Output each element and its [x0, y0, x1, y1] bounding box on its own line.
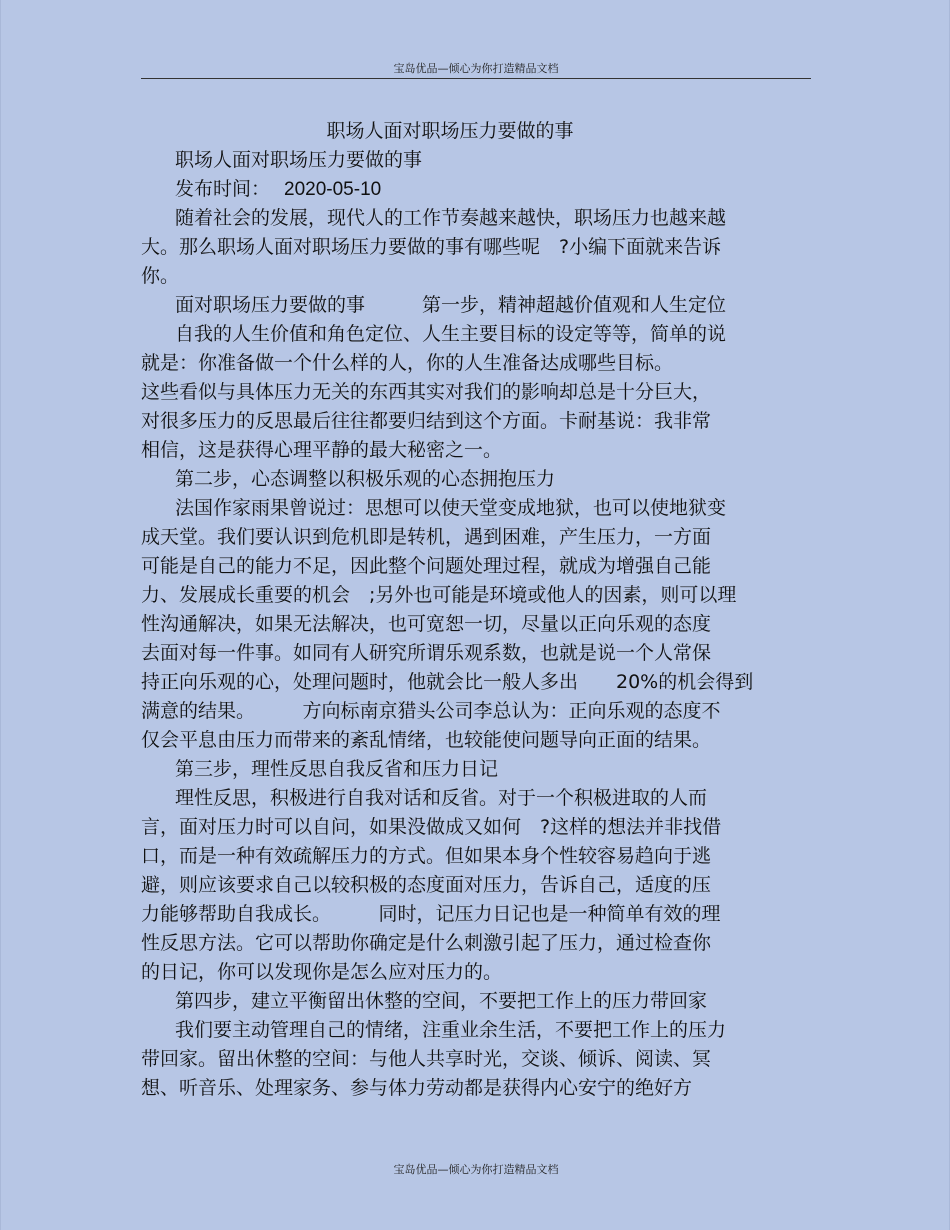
page-header: 宝岛优品—倾心为你打造精品文档 [393, 62, 559, 75]
paragraph-line: 相信，这是获得心理平静的最大秘密之一。 [141, 439, 503, 461]
paragraph-line: 面对职场压力要做的事 第一步，精神超越价值观和人生定位 [175, 294, 727, 316]
paragraph-line: 这些看似与具体压力无关的东西其实对我们的影响却总是十分巨大， [141, 381, 712, 403]
paragraph-line: 避，则应该要求自己以较积极的态度面对压力，告诉自己，适度的压 [141, 874, 712, 896]
section-heading: 第三步，理性反思自我反省和压力日记 [175, 758, 499, 780]
paragraph-line: 带回家。留出休整的空间：与他人共享时光，交谈、倾诉、阅读、冥 [141, 1048, 712, 1070]
page-footer: 宝岛优品—倾心为你打造精品文档 [393, 1163, 559, 1176]
section-heading: 第二步，心态调整以积极乐观的心态拥抱压力 [175, 468, 556, 490]
paragraph-line: 就是：你准备做一个什么样的人，你的人生准备达成哪些目标。 [141, 352, 674, 374]
paragraph-line: 成天堂。我们要认识到危机即是转机，遇到困难，产生压力，一方面 [141, 526, 712, 548]
paragraph-line: 持正向乐观的心，处理问题时，他就会比一般人多出 20%的机会得到 [141, 671, 754, 693]
paragraph-line: 性沟通解决，如果无法解决，也可宽恕一切，尽量以正向乐观的态度 [141, 613, 712, 635]
paragraph-line: 仅会平息由压力而带来的紊乱情绪，也较能使问题导向正面的结果。 [141, 729, 712, 751]
paragraph-line: 你。 [141, 265, 180, 287]
publish-label: 发布时间： [175, 178, 271, 200]
paragraph-line: 满意的结果。 方向标南京猎头公司李总认为：正向乐观的态度不 [141, 700, 721, 722]
paragraph-line: 去面对每一件事。如同有人研究所谓乐观系数，也就是说一个人常保 [141, 642, 712, 664]
paragraph-line: 性反思方法。它可以帮助你确定是什么刺激引起了压力，通过检查你 [141, 932, 712, 954]
paragraph-line: 法国作家雨果曾说过：思想可以使天堂变成地狱，也可以使地狱变 [175, 497, 727, 519]
paragraph-line: 可能是自己的能力不足，因此整个问题处理过程，就成为增强自己能 [141, 555, 712, 577]
publish-date: 2020-05-10 [284, 179, 382, 200]
paragraph-line: 对很多压力的反思最后往往都要归结到这个方面。卡耐基说：我非常 [141, 410, 712, 432]
paragraph-line: 理性反思，积极进行自我对话和反省。对于一个积极进取的人而 [175, 787, 708, 809]
header-divider [141, 78, 811, 79]
article-title: 职场人面对职场压力要做的事 [326, 120, 574, 142]
publish-info [141, 175, 811, 204]
paragraph-line: 自我的人生价值和角色定位、人生主要目标的设定等等，简单的说 [175, 323, 727, 345]
paragraph-line: 大。那么职场人面对职场压力要做的事有哪些呢 ?小编下面就来告诉 [141, 236, 722, 258]
paragraph-line: 力能够帮助自我成长。 同时，记压力日记也是一种简单有效的理 [141, 903, 721, 925]
paragraph-line: 口，而是一种有效疏解压力的方式。但如果本身个性较容易趋向于逃 [141, 845, 712, 867]
article-body [141, 117, 811, 1103]
paragraph-line: 的日记，你可以发现你是怎么应对压力的。 [141, 961, 503, 983]
section-heading: 第四步，建立平衡留出休整的空间，不要把工作上的压力带回家 [175, 990, 708, 1012]
paragraph-line: 言，面对压力时可以自问，如果没做成又如何 ?这样的想法并非找借 [141, 816, 722, 838]
paragraph-line: 想、听音乐、处理家务、参与体力劳动都是获得内心安宁的绝好方 [141, 1077, 693, 1099]
article-subtitle: 职场人面对职场压力要做的事 [175, 149, 423, 171]
paragraph-line: 力、发展成长重要的机会 ;另外也可能是环境或他人的因素，则可以理 [141, 584, 737, 606]
paragraph-line: 我们要主动管理自己的情绪，注重业余生活，不要把工作上的压力 [175, 1019, 727, 1041]
paragraph-line: 随着社会的发展，现代人的工作节奏越来越快，职场压力也越来越 [175, 207, 727, 229]
